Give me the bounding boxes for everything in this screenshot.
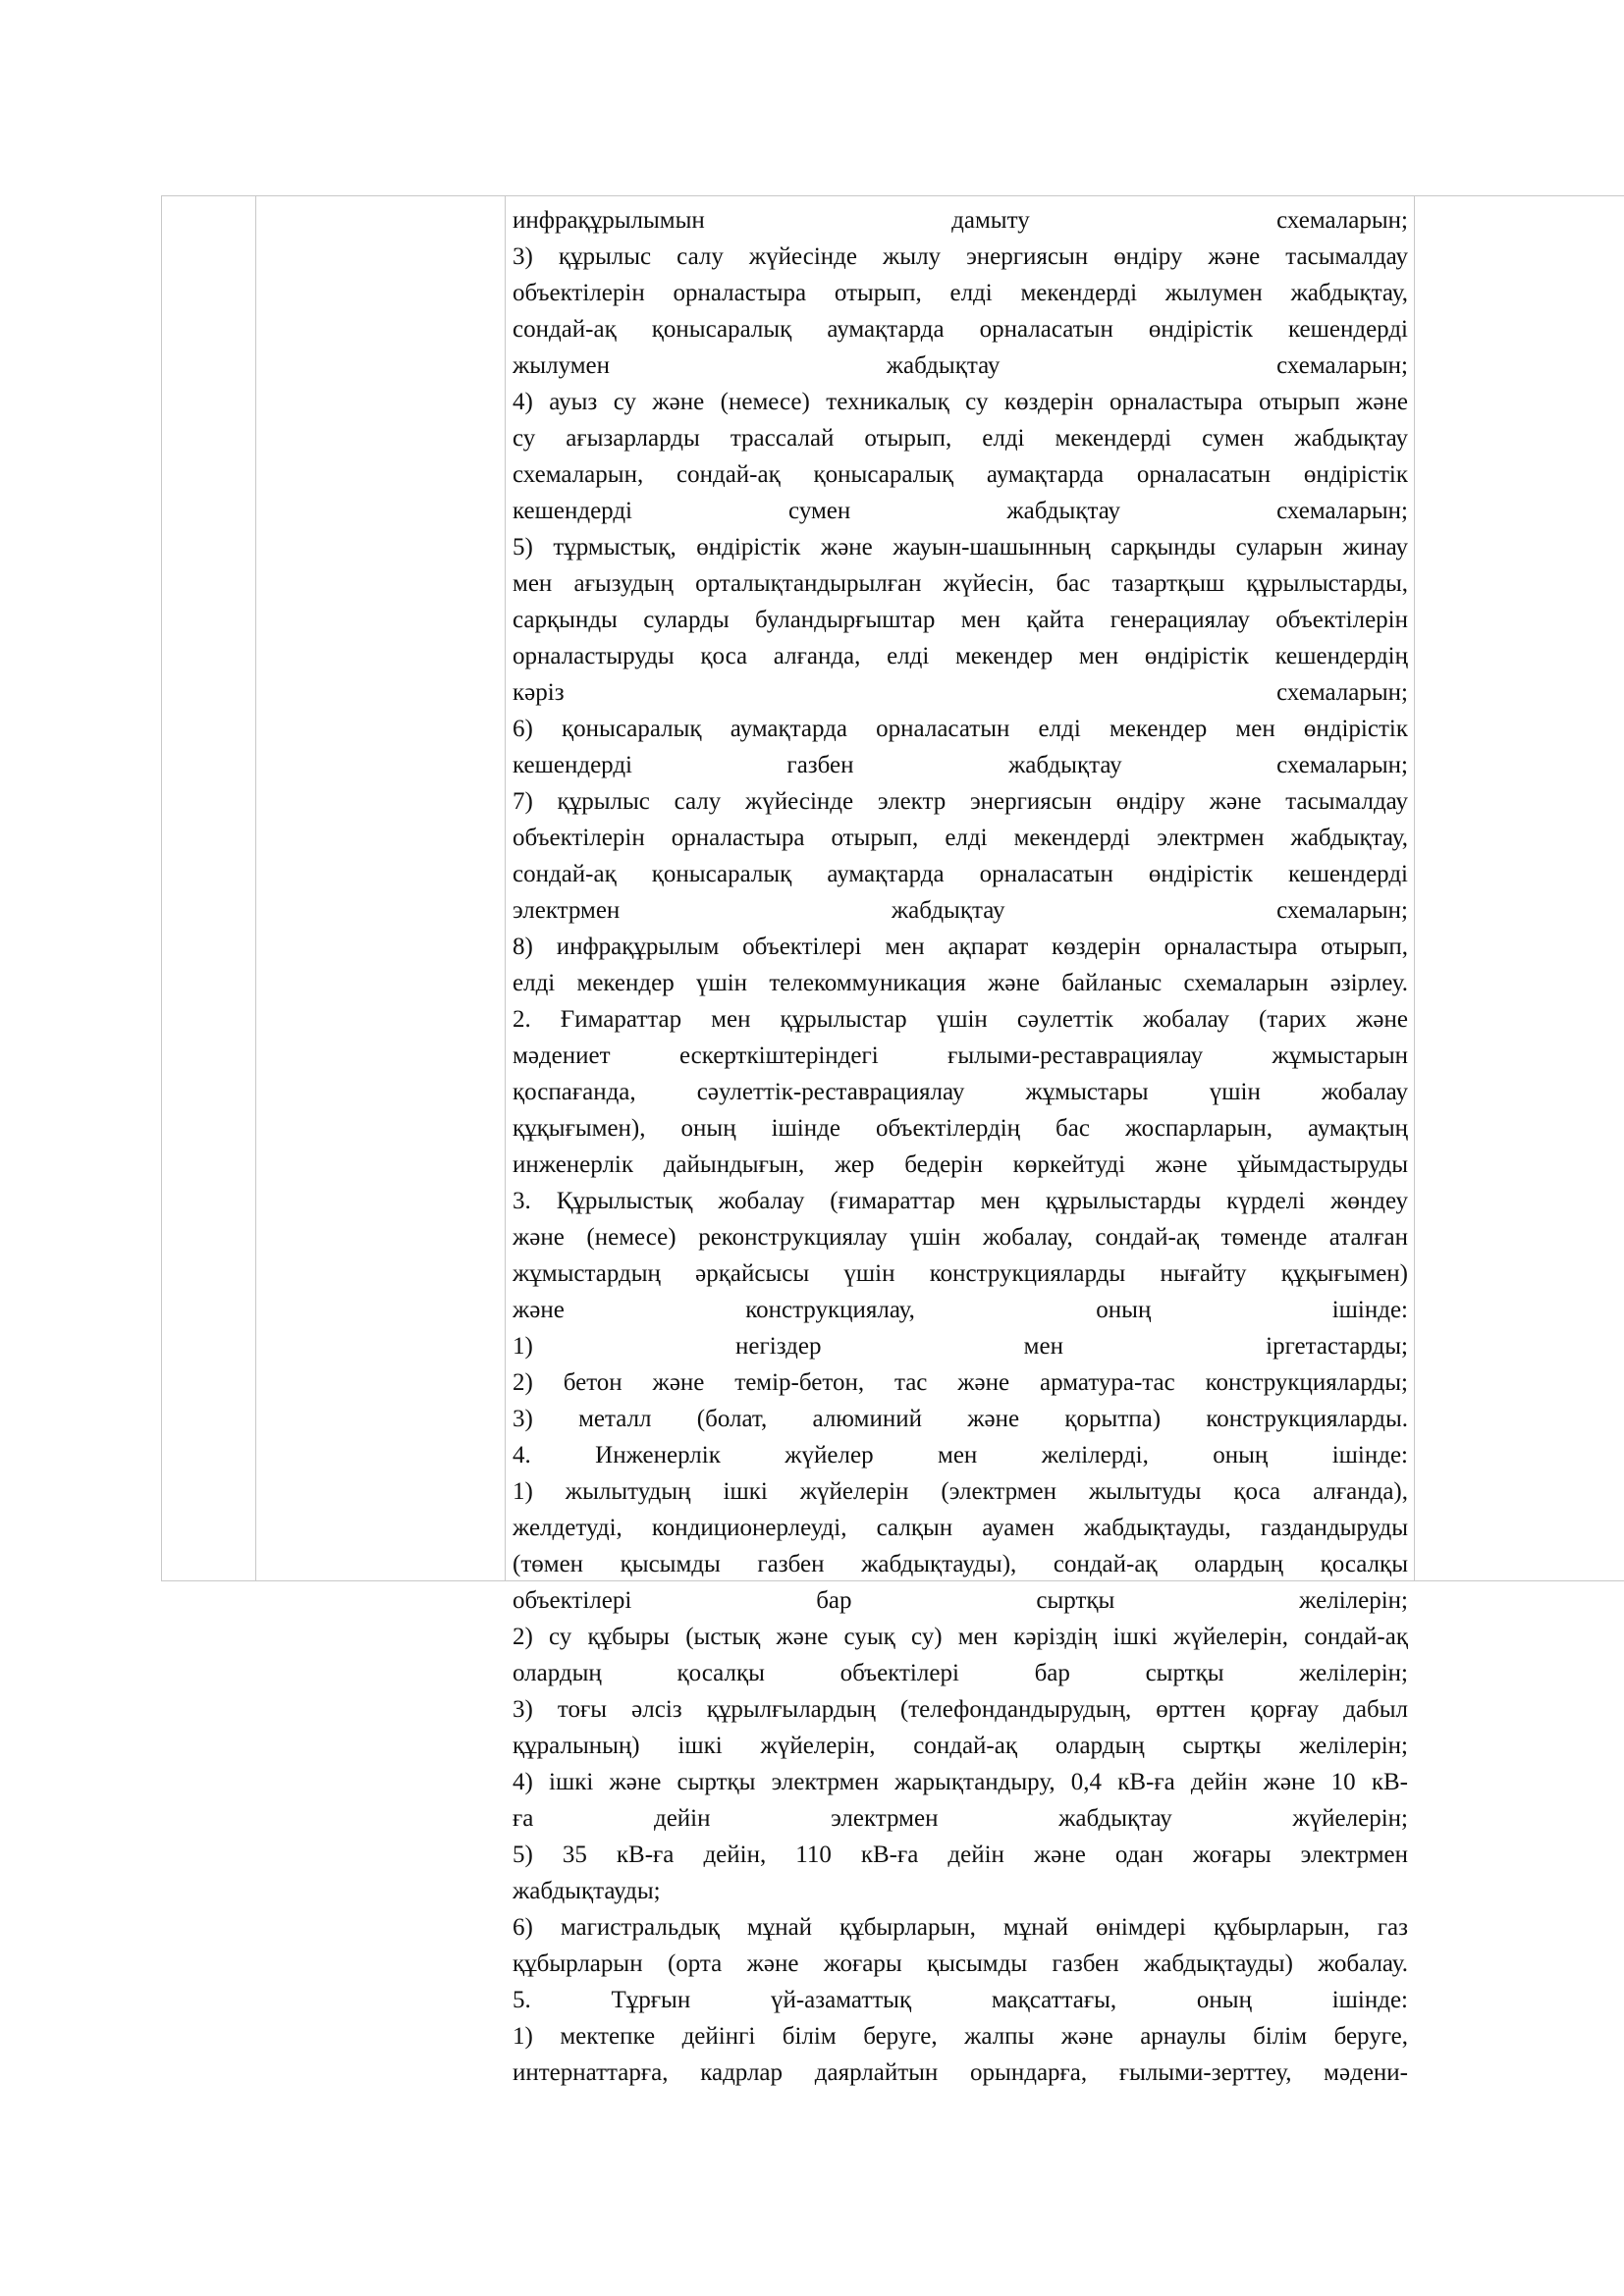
text-line: объектілерін орналастыра отырып, елді мекендерді электрмен жабдықтау, [513, 825, 1408, 851]
text-line: 7) құрылыс салу жүйесінде электр энергиясын өндіру және тасымалдау [513, 788, 1408, 815]
text-line: 3) тоғы әлсіз құрылғылардың (телефондандырудың, өрттен қорғау дабыл [513, 1696, 1408, 1723]
table-border-left [161, 196, 162, 1580]
text-line: 8) инфрақұрылым объектілері мен ақпарат көздерін орналастыра отырып, [513, 934, 1408, 960]
text-line: және (немесе) реконструкциялау үшін жобалау, сондай-ақ төменде аталған [513, 1224, 1408, 1251]
text-line: 1) мектепке дейінгі білім беруге, жалпы және арнаулы білім беруге, [513, 2023, 1408, 2050]
text-line: 3. Құрылыстық жобалау (ғимараттар мен құрылыстарды күрделі жөндеу [513, 1188, 1408, 1214]
text-line: жылумен жабдықтау схемаларын; [513, 352, 1408, 379]
text-line: 2) бетон және темір-бетон, тас және арматура-тас конструкцияларды; [513, 1369, 1408, 1396]
text-line: 1) жылытудың ішкі жүйелерін (электрмен жылытуды қоса алғанда), [513, 1478, 1408, 1505]
text-line: 3) құрылыс салу жүйесінде жылу энергиясын өндіру және тасымалдау [513, 243, 1408, 270]
text-line: объектілерін орналастыра отырып, елді мекендерді жылумен жабдықтау, [513, 280, 1408, 306]
requirements-text-cell [513, 202, 1408, 2091]
table-column-divider [1414, 196, 1415, 1580]
text-line: кәріз схемаларын; [513, 679, 1408, 706]
text-line: объектілері бар сыртқы желілерін; [513, 1587, 1408, 1614]
text-line: инженерлік дайындығын, жер бедерін көркейтуді және ұйымдастыруды [513, 1151, 1408, 1178]
text-line: схемаларын, сондай-ақ қонысаралық аумақтарда орналасатын өндірістік [513, 461, 1408, 488]
text-line: электрмен жабдықтау схемаларын; [513, 897, 1408, 924]
text-line: жұмыстардың әрқайсысы үшін конструкцияларды нығайту құқығымен) [513, 1260, 1408, 1287]
text-line: сарқынды суларды буландырғыштар мен қайта генерациялау объектілерін [513, 607, 1408, 633]
text-line: сондай-ақ қонысаралық аумақтарда орналасатын өндірістік кешендерді [513, 316, 1408, 343]
text-line: орналастыруды қоса алғанда, елді мекендер мен өндірістік кешендердің [513, 643, 1408, 669]
text-line: су ағызарларды трассалай отырып, елді мекендерді сумен жабдықтау [513, 425, 1408, 452]
document-table [161, 195, 1624, 2086]
text-line: 1) негіздер мен іргетастарды; [513, 1333, 1408, 1360]
text-line: 5) 35 кВ-ға дейін, 110 кВ-ға дейін және одан жоғары электрмен [513, 1842, 1408, 1868]
text-line: және конструкциялау, оның ішінде: [513, 1297, 1408, 1323]
text-line: 4) ішкі және сыртқы электрмен жарықтандыру, 0,4 кВ-ға дейін және 10 кВ- [513, 1769, 1408, 1795]
text-line: жабдықтауды; [513, 1878, 661, 1904]
table-column-divider [505, 196, 506, 1580]
text-line: 2) су құбыры (ыстық және суық су) мен кәріздің ішкі жүйелерін, сондай-ақ [513, 1624, 1408, 1650]
text-line: 5. Тұрғын үй-азаматтық мақсаттағы, оның ішінде: [513, 1987, 1408, 2013]
text-line: желдетуді, кондиционерлеуді, салқын ауамен жабдықтауды, газдандыруды [513, 1515, 1408, 1541]
text-line: елді мекендер үшін телекоммуникация және байланыс схемаларын әзірлеу. [513, 970, 1408, 996]
text-line: 4. Инженерлік жүйелер мен желілерді, оның ішінде: [513, 1442, 1408, 1468]
text-line: 5) тұрмыстық, өндірістік және жауын-шашынның сарқынды суларын жинау [513, 534, 1408, 561]
text-line: құралының) ішкі жүйелерін, сондай-ақ олардың сыртқы желілерін; [513, 1733, 1408, 1759]
text-line: ға дейін электрмен жабдықтау жүйелерін; [513, 1805, 1408, 1832]
text-line: 2. Ғимараттар мен құрылыстар үшін сәулеттік жобалау (тарих және [513, 1006, 1408, 1033]
table-column-divider [255, 196, 256, 1580]
text-line: (төмен қысымды газбен жабдықтауды), сондай-ақ олардың қосалқы [513, 1551, 1408, 1577]
text-line: құбырларын (орта және жоғары қысымды газбен жабдықтауды) жобалау. [513, 1950, 1408, 1977]
text-line: 6) магистральдық мұнай құбырларын, мұнай өнімдері құбырларын, газ [513, 1914, 1408, 1941]
text-line: кешендерді газбен жабдықтау схемаларын; [513, 752, 1408, 778]
text-line: инфрақұрылымын дамыту схемаларын; [513, 207, 1408, 234]
text-line: құқығымен), оның ішінде объектілердің бас жоспарларын, аумақтың [513, 1115, 1408, 1142]
text-line: 3) металл (болат, алюминий және қорытпа) конструкцияларды. [513, 1406, 1408, 1432]
text-line: 4) ауыз су және (немесе) техникалық су көздерін орналастыра отырып және [513, 389, 1408, 415]
text-line: мәдениет ескерткіштеріндегі ғылыми-реставрациялау жұмыстарын [513, 1042, 1408, 1069]
text-line: интернаттарға, кадрлар даярлайтын орындарға, ғылыми-зерттеу, мәдени- [513, 2059, 1408, 2086]
text-line: сондай-ақ қонысаралық аумақтарда орналасатын өндірістік кешендерді [513, 861, 1408, 887]
text-line: кешендерді сумен жабдықтау схемаларын; [513, 498, 1408, 524]
text-line: мен ағызудың орталықтандырылған жүйесін, бас тазартқыш құрылыстарды, [513, 570, 1408, 597]
text-line: олардың қосалқы объектілері бар сыртқы желілерін; [513, 1660, 1408, 1686]
text-line: 6) қонысаралық аумақтарда орналасатын елді мекендер мен өндірістік [513, 716, 1408, 742]
text-line: қоспағанда, сәулеттік-реставрациялау жұмыстары үшін жобалау [513, 1079, 1408, 1105]
